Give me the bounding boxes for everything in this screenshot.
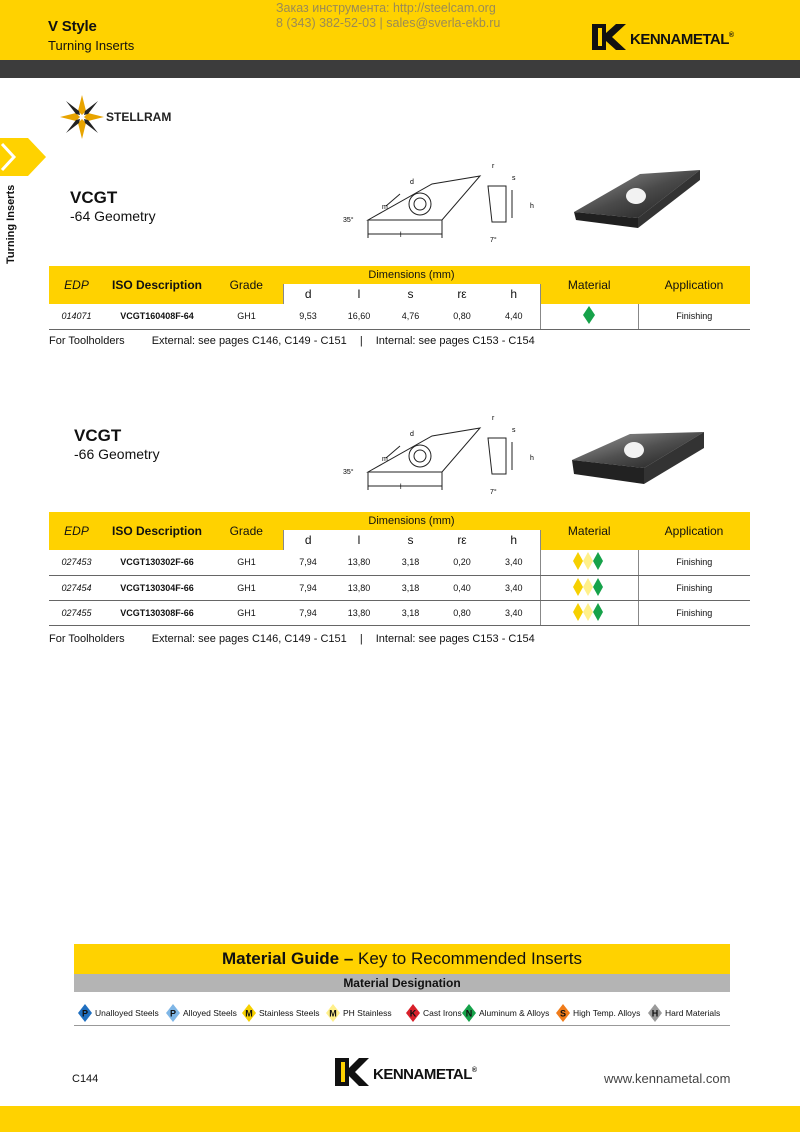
col-l: l xyxy=(333,284,385,304)
footer-url[interactable]: www.kennametal.com xyxy=(604,1071,731,1086)
row-application: Finishing xyxy=(638,575,750,600)
stellram-star-icon xyxy=(60,92,200,142)
material-guide-title-bold: Material Guide – xyxy=(222,949,354,968)
section-2-insert-drawing xyxy=(340,412,540,502)
material-letter: K xyxy=(409,1008,417,1019)
col-d: d xyxy=(283,530,333,550)
kennametal-logo xyxy=(592,24,732,50)
material-label: Unalloyed Steels xyxy=(95,1008,159,1018)
row-material xyxy=(540,600,638,625)
col-dimensions: Dimensions (mm) xyxy=(368,515,455,527)
row-re: 0,80 xyxy=(436,304,488,329)
header-dark-strip xyxy=(0,60,800,78)
material-legend-item xyxy=(462,1004,549,1022)
section-2-insert-photo xyxy=(568,420,708,490)
col-dimensions: Dimensions (mm) xyxy=(368,269,455,281)
material-label: PH Stainless xyxy=(343,1008,392,1018)
material-legend-item xyxy=(242,1004,319,1022)
material-letter: M xyxy=(329,1008,337,1019)
col-material: Material xyxy=(567,524,611,538)
col-h: h xyxy=(488,284,540,304)
green-diamond-icon xyxy=(582,305,596,325)
order-line-2[interactable]: 8 (343) 382-52-03 | sales@sverla-ekb.ru xyxy=(276,16,501,30)
material-diamond-icon xyxy=(326,1004,340,1022)
toolholders-internal: Internal: see pages C153 - C154 xyxy=(375,335,535,347)
drawing-m-label: m xyxy=(382,456,388,463)
footer-bar xyxy=(0,1106,800,1132)
col-material: Material xyxy=(567,278,611,292)
row-edp: 027453 xyxy=(49,550,104,575)
material-label: High Temp. Alloys xyxy=(573,1008,641,1018)
toolholders-label: For Toolholders xyxy=(49,633,125,645)
row-re: 0,20 xyxy=(436,550,488,575)
row-h: 3,40 xyxy=(488,575,540,600)
section-1-subtitle: -64 Geometry xyxy=(70,208,156,224)
section-1-table xyxy=(49,266,750,330)
drawing-h-label: h xyxy=(530,203,534,210)
material-diamond-icon xyxy=(166,1004,180,1022)
row-l: 16,60 xyxy=(333,304,385,329)
row-s: 4,76 xyxy=(385,304,436,329)
row-d: 9,53 xyxy=(283,304,333,329)
row-h: 3,40 xyxy=(488,600,540,625)
row-s: 3,18 xyxy=(385,575,436,600)
col-iso: ISO Description xyxy=(111,278,203,292)
material-diamonds-icon xyxy=(572,551,606,571)
material-guide-title-rest: Key to Recommended Inserts xyxy=(353,949,582,968)
material-legend-item xyxy=(326,1004,392,1022)
material-designation-bar: Material Designation xyxy=(74,974,730,992)
col-application: Application xyxy=(664,524,724,538)
drawing-s-label: s xyxy=(512,427,516,434)
col-h: h xyxy=(488,530,540,550)
col-d: d xyxy=(283,284,333,304)
material-legend-item xyxy=(406,1004,462,1022)
material-legend-item xyxy=(556,1004,640,1022)
row-s: 3,18 xyxy=(385,550,436,575)
page-title: V Style xyxy=(48,18,97,35)
svg-text:Turning Inserts: Turning Inserts xyxy=(5,184,17,264)
col-edp: EDP xyxy=(64,524,89,538)
drawing-d-label: d xyxy=(410,179,414,186)
kennametal-k-icon xyxy=(335,1058,475,1086)
kennametal-logo-text: KENNAMETAL xyxy=(630,31,729,48)
material-diamonds-icon xyxy=(572,577,606,597)
drawing-relief-label: 7° xyxy=(490,489,497,496)
row-d: 7,94 xyxy=(283,600,333,625)
drawing-r-label: r xyxy=(492,163,495,170)
row-grade: GH1 xyxy=(210,304,283,329)
row-edp: 014071 xyxy=(49,304,104,329)
drawing-angle-label: 35° xyxy=(343,469,354,476)
kennametal-footer-logo xyxy=(335,1058,475,1086)
material-diamond-icon xyxy=(242,1004,256,1022)
row-re: 0,80 xyxy=(436,600,488,625)
row-material xyxy=(540,575,638,600)
kennametal-logo-text: KENNAMETAL xyxy=(373,1066,472,1083)
toolholders-label: For Toolholders xyxy=(49,335,125,347)
order-line-1[interactable]: Заказ инструмента: http://steelcam.org xyxy=(276,1,496,15)
row-edp: 027454 xyxy=(49,575,104,600)
drawing-m-label: m xyxy=(382,204,388,211)
row-l: 13,80 xyxy=(333,600,385,625)
kennametal-logo-reg: ® xyxy=(471,1067,477,1074)
material-label: Alloyed Steels xyxy=(183,1008,237,1018)
material-letter: S xyxy=(559,1008,567,1019)
drawing-r-label: r xyxy=(492,415,495,422)
material-letter: N xyxy=(465,1008,473,1019)
section-2-title: VCGT xyxy=(74,426,122,445)
table-row xyxy=(49,600,750,625)
row-application: Finishing xyxy=(638,550,750,575)
drawing-relief-label: 7° xyxy=(490,237,497,244)
material-legend-item xyxy=(648,1004,720,1022)
row-h: 4,40 xyxy=(488,304,540,329)
material-legend-item xyxy=(78,1004,159,1022)
col-re: rε xyxy=(436,530,488,550)
material-legend-item xyxy=(166,1004,237,1022)
row-iso: VCGT130308F-66 xyxy=(104,600,210,625)
kennametal-k-icon xyxy=(592,24,732,50)
row-iso: VCGT160408F-64 xyxy=(104,304,210,329)
row-h: 3,40 xyxy=(488,550,540,575)
material-diamonds-icon xyxy=(572,602,606,622)
row-s: 3,18 xyxy=(385,600,436,625)
table-row xyxy=(49,550,750,575)
material-label: Cast Irons xyxy=(423,1008,462,1018)
row-l: 13,80 xyxy=(333,575,385,600)
row-iso: VCGT130304F-66 xyxy=(104,575,210,600)
material-diamond-icon xyxy=(556,1004,570,1022)
col-grade: Grade xyxy=(229,278,263,292)
row-iso: VCGT130302F-66 xyxy=(104,550,210,575)
col-s: s xyxy=(385,530,436,550)
toolholders-internal: Internal: see pages C153 - C154 xyxy=(375,633,535,645)
row-material xyxy=(540,304,638,329)
row-application: Finishing xyxy=(638,304,750,329)
table-row xyxy=(49,304,750,329)
section-2-subtitle: -66 Geometry xyxy=(74,446,160,462)
col-application: Application xyxy=(664,278,724,292)
row-application: Finishing xyxy=(638,600,750,625)
row-edp: 027455 xyxy=(49,600,104,625)
section-2-table xyxy=(49,512,750,626)
material-label: Aluminum & Alloys xyxy=(479,1008,550,1018)
material-diamond-icon xyxy=(648,1004,662,1022)
material-diamond-icon xyxy=(78,1004,92,1022)
material-label: Stainless Steels xyxy=(259,1008,320,1018)
row-grade: GH1 xyxy=(210,600,283,625)
material-label: Hard Materials xyxy=(665,1008,721,1018)
drawing-h-label: h xyxy=(530,455,534,462)
kennametal-logo-reg: ® xyxy=(728,32,734,39)
col-re: rε xyxy=(436,284,488,304)
toolholders-external: External: see pages C146, C149 - C151 xyxy=(151,633,347,645)
page-number: C144 xyxy=(72,1073,99,1085)
toolholders-sep: | xyxy=(359,633,363,645)
section-2-toolholders xyxy=(49,633,535,645)
col-l: l xyxy=(333,530,385,550)
toolholders-external: External: see pages C146, C149 - C151 xyxy=(151,335,347,347)
material-letter: H xyxy=(651,1008,659,1019)
col-grade: Grade xyxy=(229,524,263,538)
material-guide-title xyxy=(74,944,730,974)
material-diamond-icon xyxy=(406,1004,420,1022)
row-grade: GH1 xyxy=(210,575,283,600)
drawing-l-label: l xyxy=(400,484,402,491)
row-d: 7,94 xyxy=(283,575,333,600)
svg-text:KENNAMETAL® xyxy=(373,1066,478,1083)
side-tab-arrow-icon xyxy=(0,138,46,176)
material-letter: P xyxy=(169,1008,177,1019)
col-s: s xyxy=(385,284,436,304)
section-1-insert-drawing xyxy=(340,160,540,250)
material-legend xyxy=(74,998,730,1026)
col-iso: ISO Description xyxy=(111,524,203,538)
side-tab-label xyxy=(2,180,18,266)
drawing-l-label: l xyxy=(400,232,402,239)
row-re: 0,40 xyxy=(436,575,488,600)
row-l: 13,80 xyxy=(333,550,385,575)
section-1-title: VCGT xyxy=(70,188,118,207)
material-letter: P xyxy=(81,1008,89,1019)
stellram-logo xyxy=(60,92,200,147)
section-1-insert-photo xyxy=(568,166,708,232)
material-letter: M xyxy=(245,1008,253,1019)
section-1-toolholders xyxy=(49,335,535,347)
drawing-d-label: d xyxy=(410,431,414,438)
row-d: 7,94 xyxy=(283,550,333,575)
drawing-angle-label: 35° xyxy=(343,217,354,224)
col-edp: EDP xyxy=(64,278,89,292)
row-grade: GH1 xyxy=(210,550,283,575)
order-info xyxy=(276,1,500,31)
material-diamond-icon xyxy=(462,1004,476,1022)
table-row xyxy=(49,575,750,600)
svg-text:KENNAMETAL® xyxy=(630,31,735,48)
stellram-logo-text: STELLRAM xyxy=(106,110,172,124)
page-subtitle: Turning Inserts xyxy=(48,38,135,53)
toolholders-sep: | xyxy=(359,335,363,347)
row-material xyxy=(540,550,638,575)
drawing-s-label: s xyxy=(512,175,516,182)
